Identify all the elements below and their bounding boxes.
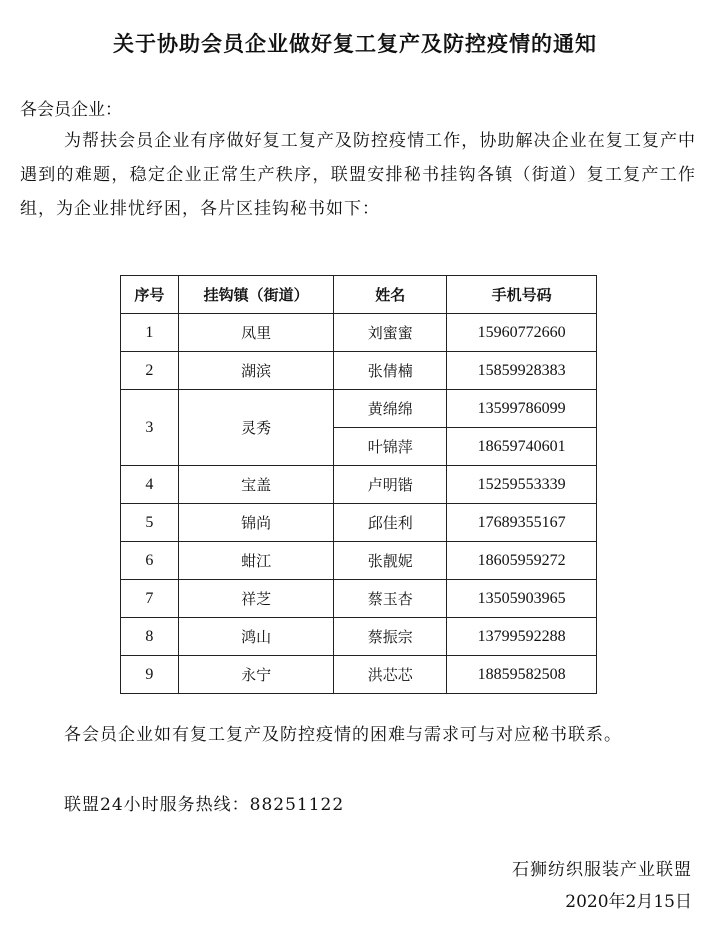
row-secretary-name: 张靓妮 [334,542,447,580]
row-secretary-name: 洪芯芯 [334,656,447,694]
row-index: 6 [121,542,179,580]
table-header-row [121,276,597,314]
table-row [121,656,597,694]
row-index: 7 [121,580,179,618]
row-index: 8 [121,618,179,656]
row-town: 宝盖 [178,466,334,504]
row-index: 9 [121,656,179,694]
row-phone-number: 13505903965 [447,580,597,618]
row-phone-number: 15859928383 [447,352,597,390]
row-town: 永宁 [178,656,334,694]
row-secretary-name: 刘蜜蜜 [334,314,447,352]
row-index: 4 [121,466,179,504]
header-index: 序号 [121,276,179,314]
row-phone-number: 18659740601 [447,428,597,466]
row-phone-number: 15960772660 [447,314,597,352]
row-secretary-name: 张倩楠 [334,352,447,390]
row-phone-number: 17689355167 [447,504,597,542]
header-name: 姓名 [334,276,447,314]
closing-paragraph: 各会员企业如有复工复产及防控疫情的困难与需求可与对应秘书联系。 [64,725,622,745]
table-row [121,352,597,390]
row-secretary-name: 邱佳利 [334,504,447,542]
header-phone: 手机号码 [447,276,597,314]
salutation: 各会员企业： [20,100,122,120]
issue-date: 2020年2月15日 [565,892,692,912]
row-index: 5 [121,504,179,542]
intro-paragraph: 为帮扶会员企业有序做好复工复产及防控疫情工作，协助解决企业在复工复产中遇到的难题，稳定企业正常生产秩序，联盟安排秘书挂钩各镇（街道）复工复产工作组，为企业排忧纾困，各片区挂钩秘书如下： [20,131,696,219]
table-row [121,314,597,352]
row-town: 鸿山 [178,618,334,656]
row-phone-number: 13799592288 [447,618,597,656]
table-row [121,390,597,428]
row-phone-number: 13599786099 [447,390,597,428]
table-row [121,580,597,618]
row-secretary-name: 蔡振宗 [334,618,447,656]
row-phone-number: 18605959272 [447,542,597,580]
row-phone-number: 18859582508 [447,656,597,694]
row-town: 凤里 [178,314,334,352]
row-town: 祥芝 [178,580,334,618]
row-phone-number: 15259553339 [447,466,597,504]
table-row [121,618,597,656]
row-town: 湖滨 [178,352,334,390]
table-row [121,542,597,580]
row-secretary-name: 卢明锴 [334,466,447,504]
document-title: 关于协助会员企业做好复工复产及防控疫情的通知 [113,32,597,56]
row-town: 灵秀 [178,390,334,466]
signer: 石狮纺织服装产业联盟 [512,860,692,880]
hotline-text: 联盟24小时服务热线：88251122 [64,795,345,815]
row-index: 1 [121,314,179,352]
secretary-contact-table [120,275,597,694]
table-row [121,504,597,542]
header-town: 挂钩镇（街道） [178,276,334,314]
row-town: 蚶江 [178,542,334,580]
table-row [121,466,597,504]
row-index: 2 [121,352,179,390]
row-town: 锦尚 [178,504,334,542]
row-secretary-name: 黄绵绵 [334,390,447,428]
row-index: 3 [121,390,179,466]
row-secretary-name: 叶锦萍 [334,428,447,466]
row-secretary-name: 蔡玉杏 [334,580,447,618]
table-body [121,314,597,694]
